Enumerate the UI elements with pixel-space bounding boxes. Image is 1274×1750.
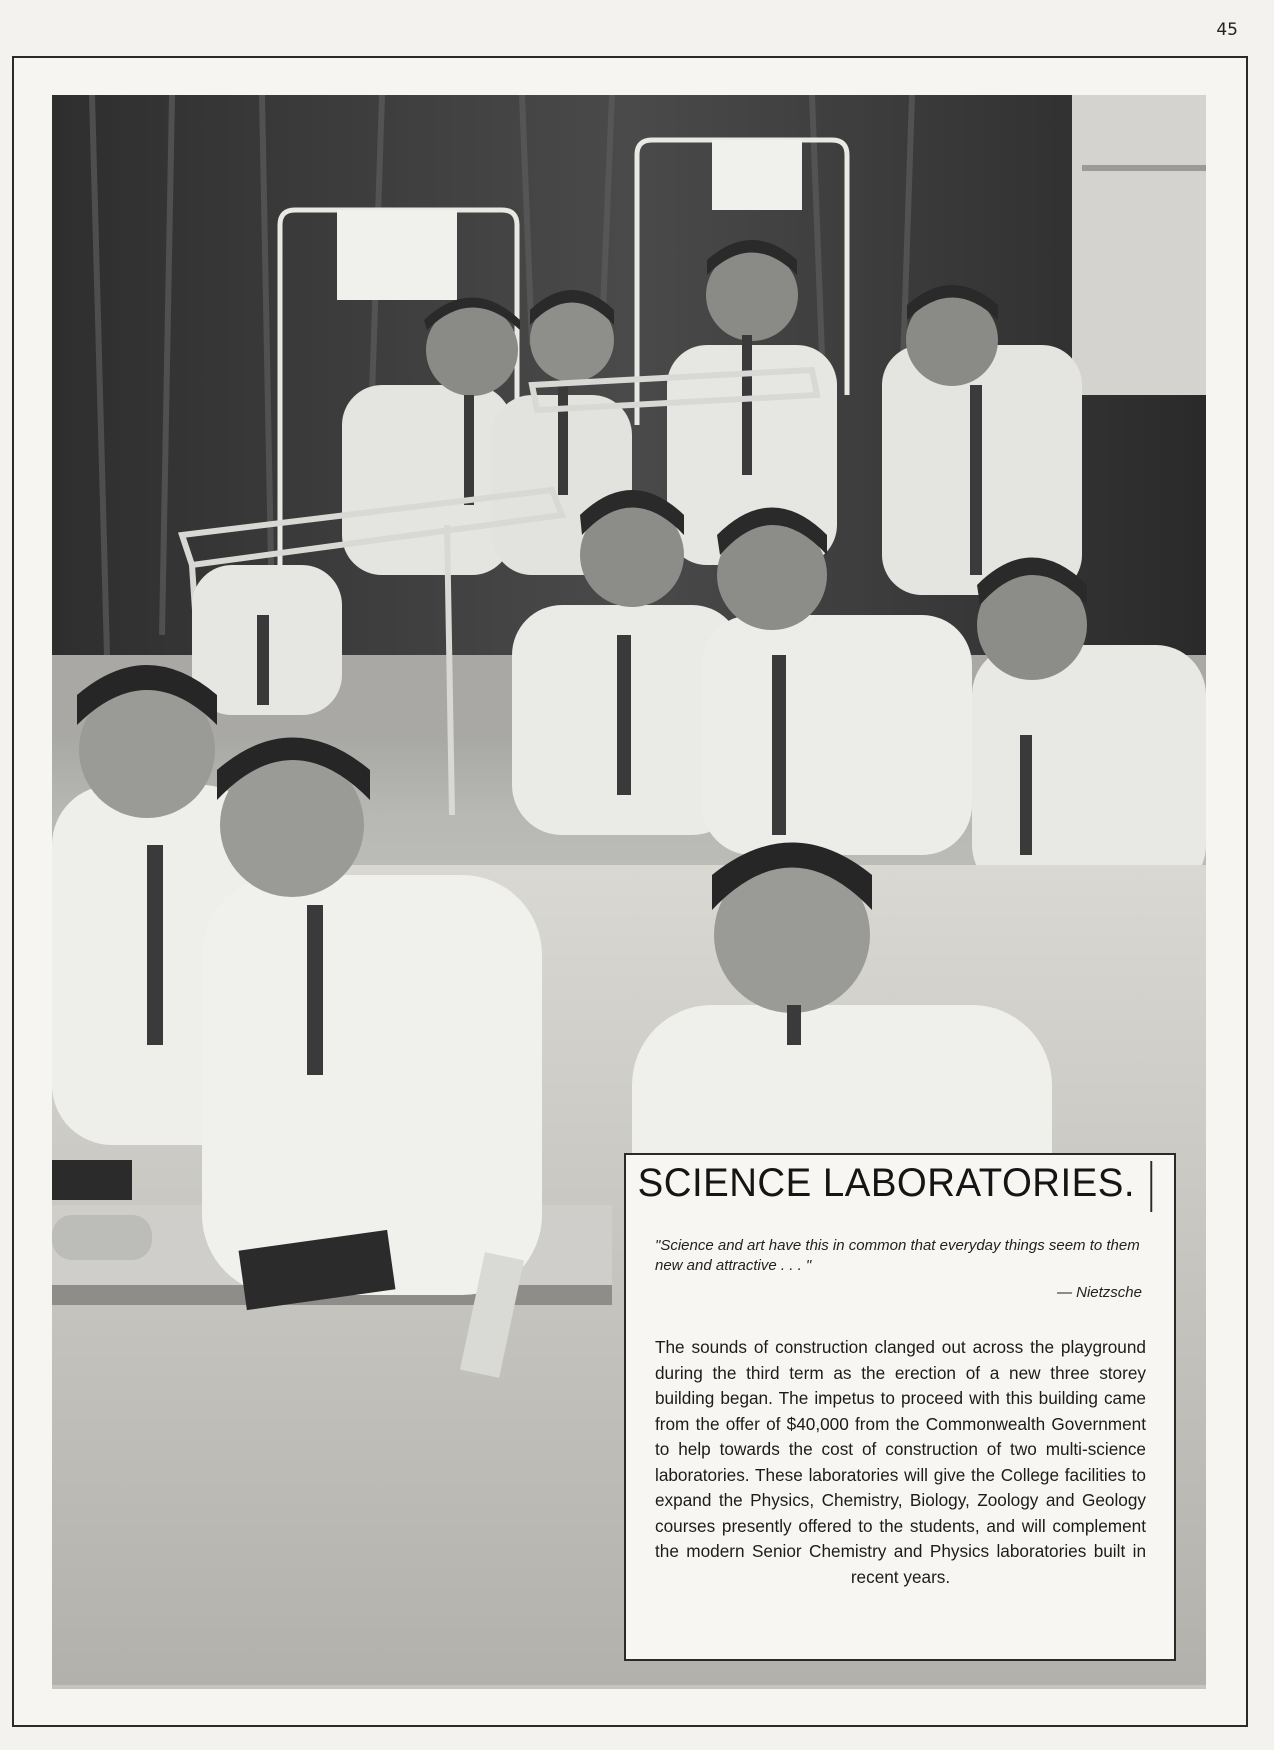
caption-box xyxy=(624,1153,1176,1661)
apparatus-card xyxy=(712,140,802,210)
page-number: 45 xyxy=(1216,20,1238,40)
apparatus-card xyxy=(337,210,457,300)
article-quote: "Science and art have this in common that everyday things seem to them new and attractive . . . " xyxy=(655,1237,1140,1274)
article-title: SCIENCE LABORATORIES. xyxy=(630,1161,1152,1212)
wall xyxy=(1072,95,1206,395)
quote-author: — Nietzsche xyxy=(1056,1284,1142,1301)
article-body: The sounds of construction clanged out across the playground during the third term as the erection of a new three storey building began. The impetus to proceed with this building came from the offer of $40,000 from the Commonwealth Government to help towards the cost of construction of two multi-science laboratories. These laboratories will give the College facilities to expand the Physics, Chemistry, Biology, Zoology and Geology courses presently offered to the students, and will complement the modern Senior Chemistry and Physics laboratories built in recent years. xyxy=(655,1337,1146,1587)
shelf xyxy=(1082,165,1206,171)
